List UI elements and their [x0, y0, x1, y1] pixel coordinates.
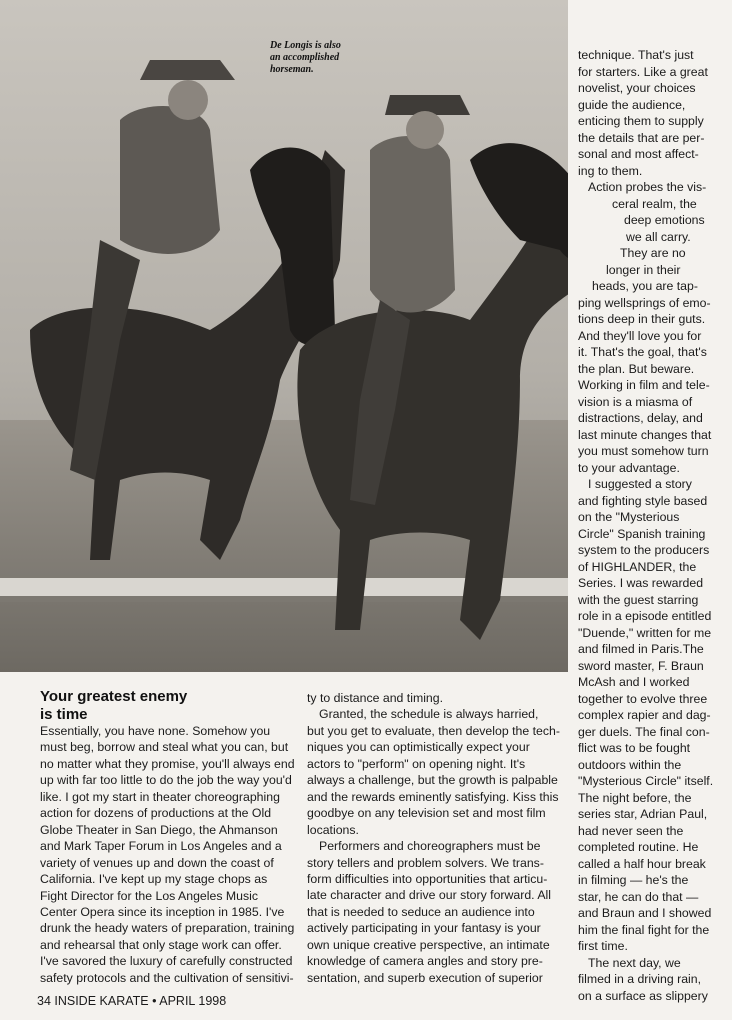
text-line: and the rewards eminently satisfying. Kiss this — [307, 789, 559, 804]
text-line: Working in film and tele- — [578, 378, 710, 392]
text-line: actively participating in your fantasy is your — [307, 921, 541, 936]
text-line: ing to them. — [578, 163, 643, 178]
text-line: completed routine. He — [578, 840, 699, 854]
text-line: guide the audience, — [578, 97, 686, 112]
text-line: story tellers and problem solvers. We trans- — [307, 855, 544, 870]
text-line: ping wellsprings of emo- — [578, 295, 711, 310]
text-line: you must somehow turn — [578, 444, 709, 458]
text-line: I suggested a story — [588, 477, 692, 491]
text-line: no matter what they promise, you'll always end — [40, 756, 295, 771]
text-line: McAsh and I worked — [578, 675, 690, 689]
text-line: and fighting style based — [578, 493, 708, 508]
text-line: the details that are per- — [578, 130, 705, 145]
text-line: ger duels. The final con- — [578, 724, 710, 739]
text-line: and Mark Taper Forum in Los Angeles and a — [40, 839, 282, 854]
text-line: deep emotions — [624, 213, 705, 227]
text-line: that is needed to seduce an audience into — [307, 904, 535, 919]
text-line: niques you can optimistically expect your — [307, 740, 530, 755]
text-line: on the "Mysterious — [578, 510, 680, 524]
text-line: together to evolve three — [578, 691, 708, 706]
text-line: I've savored the luxury of carefully constructed — [40, 954, 293, 969]
body-column-2 — [307, 690, 577, 986]
text-line: ty to distance and timing. — [307, 691, 444, 705]
text-line: technique. That's just — [578, 48, 694, 62]
text-line: distractions, delay, and — [578, 411, 703, 425]
text-line: late character and drive our story forward. All — [307, 888, 551, 903]
text-line: in filming — he's the — [578, 873, 689, 887]
photo-caption — [270, 40, 380, 76]
text-line: flict was to be fought — [578, 741, 691, 755]
page-footer: 34 INSIDE KARATE • APRIL 1998 — [37, 994, 227, 1008]
text-line: actors to "perform" on opening night. It's — [307, 756, 526, 771]
text-line: goodbye on any television set and most film — [307, 806, 546, 821]
text-line: star, he can do that — — [578, 889, 699, 904]
text-line: complex rapier and dag- — [578, 708, 711, 722]
caption-line: horseman. — [270, 64, 314, 75]
text-line: last minute changes that — [578, 427, 712, 442]
text-line: sentation, and superb execution of superior — [307, 970, 543, 985]
text-line: Performers and choreographers must be — [319, 839, 541, 854]
text-line: ceral realm, the — [612, 196, 697, 211]
text-line: the plan. But beware. — [578, 361, 695, 376]
text-line: we all carry. — [626, 229, 691, 244]
text-line: heads, you are tap- — [592, 279, 698, 293]
text-line: and filmed in Paris.The — [578, 642, 704, 656]
text-line: had never seen the — [578, 823, 684, 838]
text-line: must beg, borrow and steal what you can, but — [40, 740, 289, 755]
text-line: like. I got my start in theater choreographing — [40, 789, 280, 804]
text-line: tions deep in their guts. — [578, 312, 706, 326]
text-line: safety protocols and the cultivation of sensitivi- — [40, 970, 294, 985]
text-line: it. That's the goal, that's — [578, 345, 707, 359]
text-line: role in a episode entitled — [578, 609, 712, 623]
caption-line: an accomplished — [270, 52, 340, 63]
text-line: own unique creative perspective, an intimate — [307, 937, 550, 952]
caption-line: De Longis is also — [270, 40, 341, 51]
text-line: and Braun and I showed — [578, 906, 712, 920]
section-heading-line: Your greatest enemy — [40, 688, 188, 705]
text-line: Fight Director for the Los Angeles Music — [40, 888, 259, 903]
text-line: Essentially, you have none. Somehow you — [40, 724, 271, 738]
text-line: enticing them to supply — [578, 114, 704, 128]
text-line: form difficulties into opportunities that articu- — [307, 871, 548, 886]
text-line: series star, Adrian Paul, — [578, 807, 708, 821]
text-line: sword master, F. Braun — [578, 658, 704, 673]
text-line: Series. I was rewarded — [578, 576, 704, 590]
text-line: Globe Theater in San Diego, the Ahmanson — [40, 822, 278, 837]
text-line: outdoors within the — [578, 757, 682, 772]
text-line: vision is a miasma of — [578, 394, 693, 409]
text-line: locations. — [307, 822, 359, 837]
text-line: variety of venues up and down the coast of — [40, 855, 274, 870]
text-line: always a challenge, but the growth is palpable — [307, 773, 558, 788]
text-line: him the final fight for the — [578, 922, 710, 937]
text-line: system to the producers — [578, 543, 710, 557]
text-line: Center Opera since its inception in 1985. I've — [40, 904, 285, 919]
text-line: "Mysterious Circle" itself. — [578, 774, 714, 788]
text-line: And they'll love you for — [578, 328, 702, 343]
text-line: sonal and most affect- — [578, 147, 699, 161]
text-line: for starters. Like a great — [578, 64, 708, 79]
section-heading-line: is time — [40, 706, 88, 723]
text-line: filmed in a driving rain, — [578, 972, 702, 986]
text-line: first time. — [578, 939, 628, 953]
text-line: California. I've kept up my stage chops as — [40, 872, 268, 887]
text-line: up with far too little to do the job the way you'd — [40, 773, 292, 788]
text-line: They are no — [620, 246, 686, 260]
text-line: drunk the heady waters of preparation, training — [40, 921, 295, 936]
text-line: novelist, your choices — [578, 81, 696, 95]
section-heading — [40, 688, 187, 724]
text-line: Granted, the schedule is always harried, — [319, 707, 539, 722]
text-line: longer in their — [606, 262, 681, 277]
text-line: on a surface as slippery — [578, 988, 708, 1003]
text-line: Circle" Spanish training — [578, 526, 706, 541]
text-line: called a half hour break — [578, 856, 706, 871]
text-line: with the guest starring — [578, 592, 699, 607]
text-line: The night before, the — [578, 790, 692, 805]
text-line: The next day, we — [588, 955, 681, 970]
body-column-1 — [40, 723, 310, 986]
text-line: action for dozens of productions at the Old — [40, 806, 272, 821]
text-line: to your advantage. — [578, 460, 680, 475]
text-line: Action probes the vis- — [588, 180, 707, 194]
right-column — [578, 47, 732, 1004]
text-line: and rehearsal that only stage work can offer. — [40, 937, 282, 952]
text-line: of HIGHLANDER, the — [578, 559, 697, 574]
text-line: "Duende," written for me — [578, 625, 712, 640]
text-line: knowledge of camera angles and story pre- — [307, 954, 543, 969]
text-line: but you get to evaluate, then develop the tech- — [307, 723, 560, 738]
